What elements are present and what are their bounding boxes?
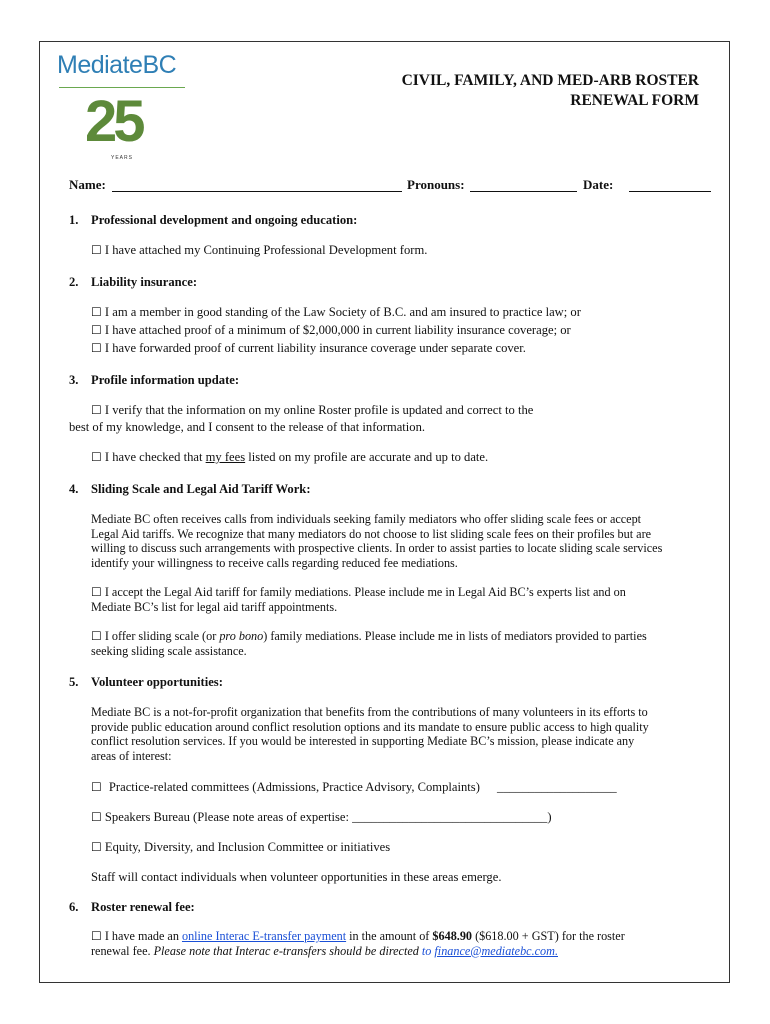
- speakers-bureau-label: Speakers Bureau (Please note areas of expertise: _______________________________): [104, 810, 552, 824]
- date-label: Date:: [583, 177, 614, 192]
- law-society-label: I am a member in good standing of the Law Society of B.C. and am insured to practice law; or: [104, 305, 581, 319]
- renewal-fee-label-mid: in the amount of: [346, 929, 433, 943]
- section-6-number: 6.: [69, 900, 79, 914]
- section-1-number: 1.: [69, 213, 79, 227]
- paragraph-line: Mediate BC often receives calls from individuals seeking family mediators who offer sliding scale fees or accept: [91, 512, 642, 526]
- section-1-heading: [69, 213, 709, 228]
- sliding-scale-label-start: I offer sliding scale (or: [104, 629, 220, 643]
- paragraph-line: areas of interest:: [91, 748, 172, 763]
- section-4-title: Sliding Scale and Legal Aid Tariff Work:: [91, 482, 311, 496]
- committees-checkbox-item: [69, 780, 709, 795]
- fees-checked-label-end: listed on my profile are accurate and up to date.: [245, 450, 489, 464]
- sliding-scale-label-continued: seeking sliding scale assistance.: [91, 643, 247, 658]
- logo-wordmark: MediateBC: [57, 51, 177, 79]
- logo-years-text: YEARS: [111, 155, 133, 161]
- checkbox-icon[interactable]: ☐: [91, 629, 102, 643]
- section-6-heading: [69, 900, 709, 915]
- checkbox-icon[interactable]: ☐: [91, 323, 102, 337]
- pronouns-field[interactable]: [470, 191, 577, 192]
- form-title: [402, 71, 699, 111]
- interac-payment-link[interactable]: online Interac E-transfer payment: [181, 929, 347, 943]
- profile-verify-label: I verify that the information on my online Roster profile is updated and correct to the: [104, 403, 534, 417]
- checkbox-icon[interactable]: ☐: [91, 585, 102, 599]
- renewal-fee-amount: $648.90: [432, 929, 473, 943]
- logo-anniversary-number: 25: [85, 89, 142, 154]
- pronouns-label: Pronouns:: [407, 177, 465, 192]
- checkbox-icon[interactable]: ☐: [91, 929, 102, 943]
- section-3-title: Profile information update:: [91, 373, 240, 387]
- section-3-heading: [69, 373, 709, 388]
- paragraph-line: Mediate BC is a not-for-profit organization that benefits from the contributions of many volunteers in its efforts to: [91, 705, 648, 719]
- checkbox-icon[interactable]: ☐: [91, 810, 102, 824]
- section-5-title: Volunteer opportunities:: [91, 675, 223, 689]
- fees-checked-label-start: I have checked that: [104, 450, 206, 464]
- checkbox-icon[interactable]: ☐: [91, 243, 102, 257]
- section-4-heading: [69, 482, 709, 497]
- edi-checkbox-item: [69, 840, 709, 855]
- paragraph-line: willing to discuss such arrangements with prospective clients. In order to assist parties to locate sliding scale services: [91, 541, 663, 555]
- section-2-heading: [69, 275, 709, 290]
- profile-verify-label-continued: best of my knowledge, and I consent to the release of that information.: [69, 420, 426, 434]
- paragraph-line: conflict resolution services. If you would be interested in supporting Mediate BC’s mission, please indicate any: [91, 734, 635, 748]
- law-society-checkbox-item: [69, 305, 709, 320]
- section-5-number: 5.: [69, 675, 79, 689]
- renewal-fee-label-continued: renewal fee.: [91, 943, 154, 958]
- committees-label: Practice-related committees (Admissions, Practice Advisory, Complaints): [108, 780, 480, 794]
- sliding-scale-label-end: ) family mediations. Please include me in lists of mediators provided to parties: [263, 629, 647, 643]
- checkbox-icon[interactable]: ☐: [91, 450, 102, 464]
- paragraph-line: identify your willingness to receive calls regarding reduced fee mediations.: [91, 555, 458, 570]
- interac-note: Please note that Interac e-transfers should be directed: [153, 943, 422, 958]
- section-2-title: Liability insurance:: [91, 275, 198, 289]
- section-2-number: 2.: [69, 275, 79, 289]
- edi-label: Equity, Diversity, and Inclusion Committee or initiatives: [104, 840, 391, 854]
- legal-aid-label: I accept the Legal Aid tariff for family mediations. Please include me in Legal Aid BC’s experts list and on: [104, 585, 626, 599]
- checkbox-icon[interactable]: ☐: [91, 403, 102, 417]
- date-field[interactable]: [629, 191, 711, 192]
- insurance-proof-label: I have attached proof of a minimum of $2,000,000 in current liability insurance coverage; or: [104, 323, 571, 337]
- paragraph-line: Legal Aid tariffs. We recognize that many mediators do not choose to list sliding scale fees on their profiles but are: [91, 526, 652, 541]
- name-label: Name:: [69, 177, 106, 192]
- form-page: [39, 41, 730, 983]
- insurance-forwarded-label: I have forwarded proof of current liability insurance coverage under separate cover.: [104, 341, 526, 355]
- section-1-title: Professional development and ongoing education:: [91, 213, 358, 227]
- profile-verify-checkbox-item: [69, 403, 709, 418]
- renewal-fee-checkbox-item: [69, 929, 709, 958]
- checkbox-icon[interactable]: ☐: [91, 341, 102, 355]
- form-title-line1: CIVIL, FAMILY, AND MED-ARB ROSTER: [401, 72, 699, 89]
- finance-email-link[interactable]: finance@mediatebc.com.: [434, 943, 558, 958]
- pro-bono-text: pro bono: [219, 629, 264, 643]
- legal-aid-label-continued: Mediate BC’s list for legal aid tariff appointments.: [91, 599, 338, 614]
- form-body: [69, 213, 709, 958]
- my-fees-link[interactable]: my fees: [205, 450, 246, 464]
- sliding-scale-checkbox-item: [69, 629, 709, 658]
- paragraph-line: provide public education around conflict resolution options and its mandate to ensure public access to high quality: [91, 719, 649, 734]
- renewal-fee-label-end: ($618.00 + GST) for the roster: [472, 929, 625, 943]
- checkbox-icon[interactable]: ☐: [91, 305, 102, 319]
- section-6-title: Roster renewal fee:: [91, 900, 195, 914]
- renewal-fee-label-start: I have made an: [104, 929, 182, 943]
- interac-note-to: to: [421, 943, 435, 958]
- volunteer-paragraph: [69, 705, 709, 763]
- committees-blank-field[interactable]: ___________________: [497, 780, 617, 794]
- mediatebc-logo: [57, 51, 187, 163]
- checkbox-icon[interactable]: ☐: [91, 780, 102, 794]
- checkbox-icon[interactable]: ☐: [91, 840, 102, 854]
- sliding-scale-paragraph: [69, 512, 709, 570]
- legal-aid-checkbox-item: [69, 585, 709, 614]
- speakers-bureau-checkbox-item: [69, 810, 709, 825]
- insurance-forwarded-checkbox-item: [69, 341, 709, 356]
- volunteer-note: Staff will contact individuals when volunteer opportunities in these areas emerge.: [91, 870, 502, 884]
- name-field[interactable]: [112, 191, 402, 192]
- insurance-proof-checkbox-item: [69, 323, 709, 338]
- fees-checked-checkbox-item: [69, 450, 709, 465]
- section-3-number: 3.: [69, 373, 79, 387]
- cpd-checkbox-item: [69, 243, 709, 258]
- cpd-checkbox-label: I have attached my Continuing Professional Development form.: [104, 243, 428, 257]
- logo-rule: [59, 87, 185, 88]
- section-5-heading: [69, 675, 709, 690]
- form-title-line2: RENEWAL FORM: [570, 92, 699, 109]
- section-4-number: 4.: [69, 482, 79, 496]
